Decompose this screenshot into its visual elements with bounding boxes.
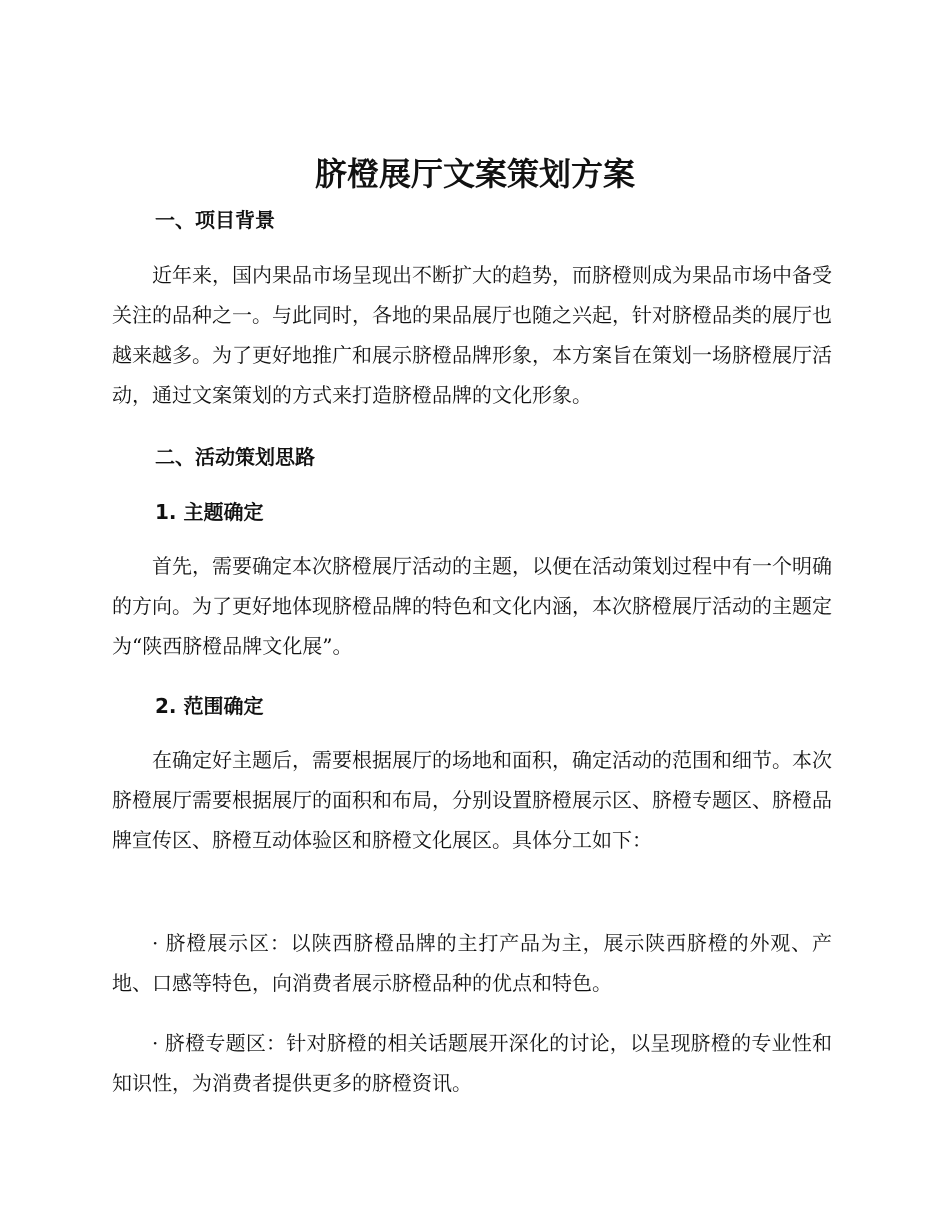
subsection-heading-scope: 2. 范围确定 [155,694,264,718]
bullet-item-topic-area: · 脐橙专题区：针对脐橙的相关话题展开深化的讨论，以呈现脐橙的专业性和知识性，为消费者提供更多的脐橙资讯。 [112,1031,832,1095]
subsection-heading-theme: 1. 主题确定 [155,500,264,524]
paragraph-project-background: 近年来，国内果品市场呈现出不断扩大的趋势，而脐橙则成为果品市场中备受关注的品种之一。与此同时，各地的果品展厅也随之兴起，针对脐橙品类的展厅也越来越多。为了更好地推广和展示脐橙品牌形象，本方案旨在策划一场脐橙展厅活动，通过文案策划的方式来打造脐橙品牌的文化形象。 [112,263,832,407]
paragraph-scope: 在确定好主题后，需要根据展厅的场地和面积，确定活动的范围和细节。本次脐橙展厅需要根据展厅的面积和布局，分别设置脐橙展示区、脐橙专题区、脐橙品牌宣传区、脐橙互动体验区和脐橙文化展区。具体分工如下： [112,748,832,852]
section-heading-project-background: 一、项目背景 [155,208,275,232]
document-title: 脐橙展厅文案策划方案 [314,155,635,193]
section-heading-activity-planning: 二、活动策划思路 [155,445,315,469]
paragraph-theme: 首先，需要确定本次脐橙展厅活动的主题，以便在活动策划过程中有一个明确的方向。为了更好地体现脐橙品牌的特色和文化内涵，本次脐橙展厅活动的主题定为“陕西脐橙品牌文化展”。 [112,554,832,658]
bullet-item-display-area: · 脐橙展示区：以陕西脐橙品牌的主打产品为主，展示陕西脐橙的外观、产地、口感等特色，向消费者展示脐橙品种的优点和特色。 [112,931,832,995]
